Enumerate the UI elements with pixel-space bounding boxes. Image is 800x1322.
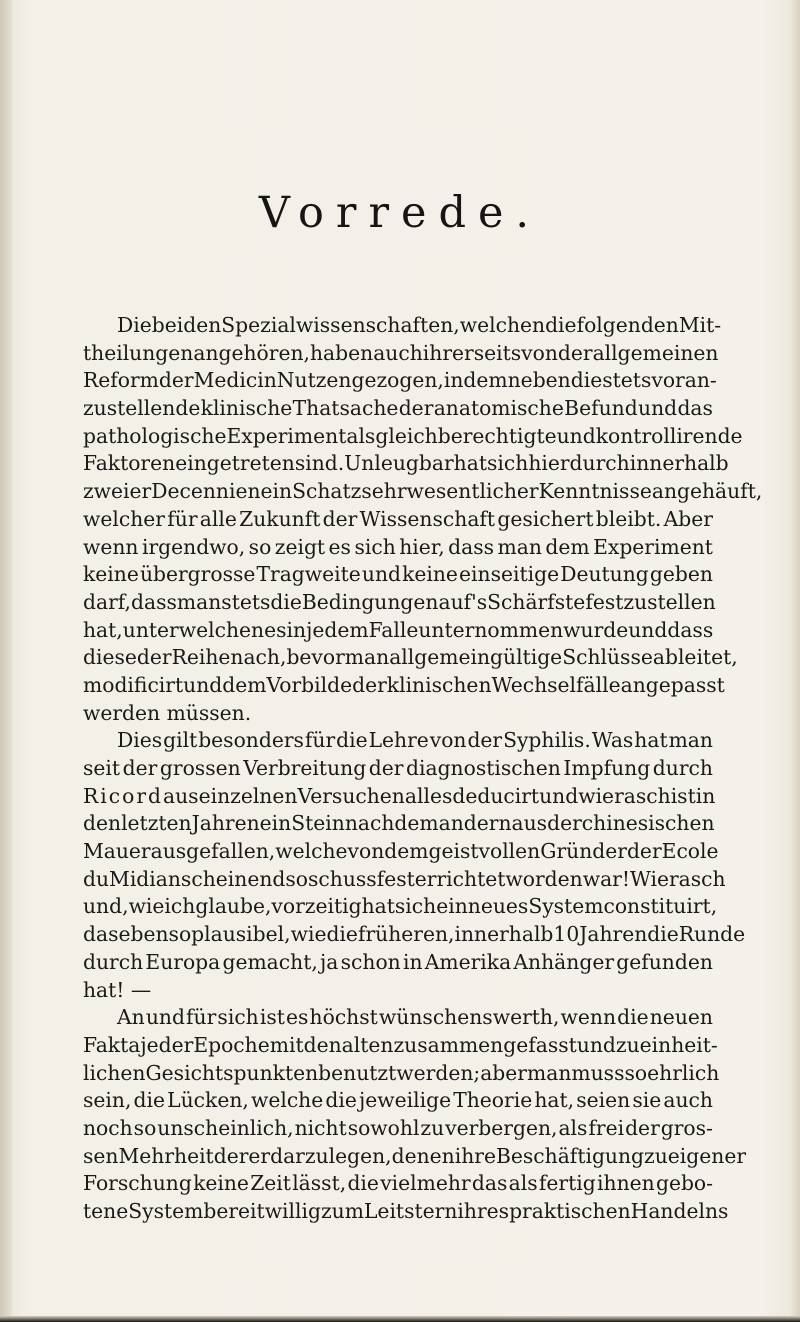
- text-line: lichen Gesichtspunkten benutzt werden; aber man muss so ehrlich: [83, 1060, 720, 1085]
- text-line: Dies gilt besonders für die Lehre von der Syphilis. Was hat man: [117, 728, 713, 753]
- text-line: wenn irgendwo, so zeigt es sich hier, dass man dem Experiment: [83, 534, 713, 559]
- text-line: zustellende klinische Thatsache der anatomische Befund und das: [83, 396, 713, 421]
- text-line: Faktoren eingetreten sind. Unleugbar hat sich hierdurch innerhalb: [83, 451, 729, 476]
- text-line: und, wie ich glaube, vorzeitig hat sich ein neues System constituirt,: [83, 894, 718, 919]
- text-line: darf, dass man stets die Bedingungen auf's Schärfste festzustellen: [83, 589, 716, 614]
- text-line: Reform der Medicin Nutzen gezogen, indem neben die stets voran-: [83, 368, 717, 393]
- text-line: den letzten Jahren ein Stein nach dem andern aus der chinesischen: [83, 811, 715, 836]
- page-bottom-edge: [0, 1316, 800, 1322]
- preface-text: [83, 312, 763, 1226]
- text-line: diese der Reihe nach, bevor man allgemein gültige Schlüsse ableitet,: [83, 645, 738, 670]
- text-line: welcher für alle Zukunft der Wissenschaft gesichert bleibt. Aber: [83, 506, 713, 531]
- text-line: das ebenso plausibel, wie die früheren, innerhalb 10 Jahren die Runde: [83, 922, 746, 947]
- text-line: modificirt und dem Vorbilde der klinischen Wechselfälle angepasst: [83, 672, 725, 697]
- text-line: Forschung keine Zeit lässt, die vielmehr das als fertig ihnen gebo-: [83, 1171, 713, 1196]
- text-line: sen Mehrheit derer darzulegen, denen ihre Beschäftigung zu eigener: [83, 1143, 747, 1168]
- text-line: hat! —: [83, 977, 152, 1002]
- text-line: du Midi anscheinend so schussfest errichtet worden war! Wie rasch: [83, 866, 726, 891]
- text-line: Mauer ausgefallen, welche von dem geistvollen Gründer der Ecole: [83, 839, 719, 864]
- text-line: durch Europa gemacht, ja schon in Amerika Anhänger gefunden: [83, 949, 713, 974]
- text-line: tene System bereitwillig zum Leitstern ihres praktischen Handelns: [83, 1199, 729, 1223]
- text-line: Fakta jeder Epoche mit den alten zusammengefasst und zu einheit-: [83, 1032, 718, 1057]
- text-line: keine übergrosse Tragweite und keine einseitige Deutung geben: [83, 562, 713, 587]
- text-line: theilungen angehören, haben auch ihrerseits von der allgemeinen: [83, 340, 719, 365]
- text-line: seit der grossen Verbreitung der diagnostischen Impfung durch: [83, 756, 713, 780]
- page-title: Vorrede.: [258, 188, 542, 238]
- text-line: Die beiden Spezialwissenschaften, welchen die folgenden Mit-: [117, 313, 722, 337]
- text-line: Ricord aus einzelnen Versuchen alles deducirt und wie rasch ist in: [83, 783, 716, 808]
- text-line: werden müssen.: [83, 700, 252, 725]
- text-line: noch so unscheinlich, nicht sowohl zu verbergen, als frei der gros-: [83, 1115, 713, 1140]
- text-line: hat, unter welchen es in jedem Falle unternommen wurde und dass: [83, 617, 714, 642]
- text-line: An und für sich ist es höchst wünschenswerth, wenn die neuen: [117, 1005, 713, 1030]
- text-line: zweier Decennien ein Schatz sehr wesentlicher Kenntnisse angehäuft,: [83, 479, 763, 504]
- text-line: sein, die Lücken, welche die jeweilige Theorie hat, seien sie auch: [83, 1088, 713, 1113]
- text-line: pathologische Experiment als gleichberechtigte und kontrollirende: [83, 423, 743, 448]
